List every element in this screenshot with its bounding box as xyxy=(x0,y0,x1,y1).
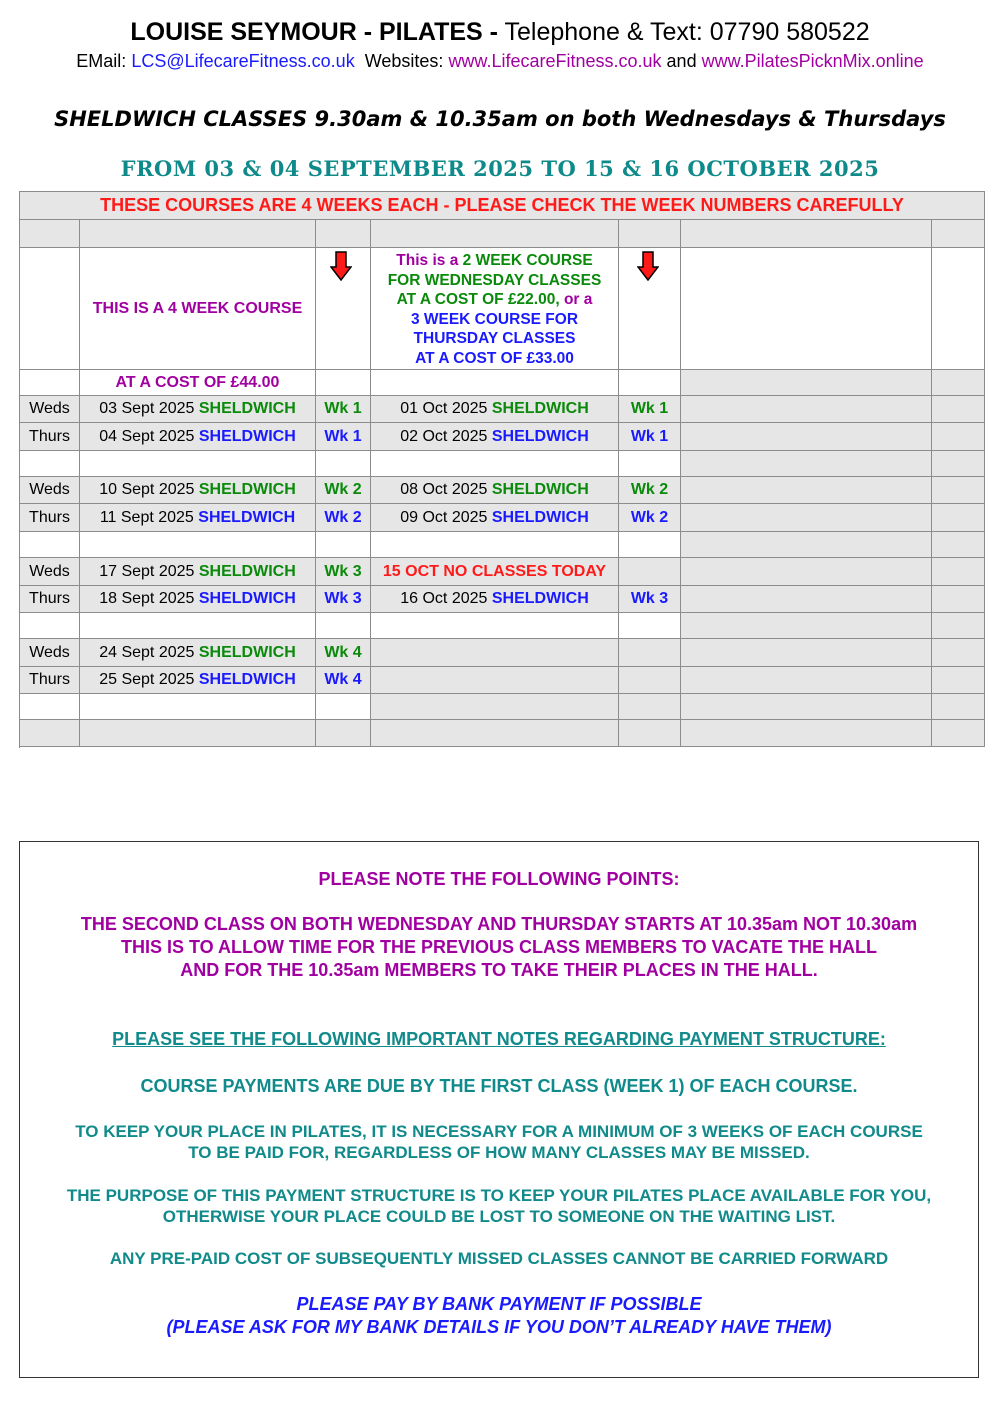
week-number: Wk 4 xyxy=(324,643,362,661)
bank-note: (PLEASE ASK FOR MY BANK DETAILS IF YOU DON’T ALREADY HAVE THEM) xyxy=(166,1317,832,1337)
blank-cell xyxy=(932,396,985,423)
week-cell xyxy=(619,477,681,504)
payment-heading: PLEASE SEE THE FOLLOWING IMPORTANT NOTES REGARDING PAYMENT STRUCTURE: xyxy=(112,1029,886,1049)
week-number: Wk 2 xyxy=(324,508,362,526)
day-label: Weds xyxy=(29,481,70,498)
blank-cell xyxy=(20,370,80,396)
week-cell xyxy=(316,504,371,532)
date-cell xyxy=(371,558,619,586)
day-label: Thurs xyxy=(29,508,70,526)
day-label: Weds xyxy=(29,400,70,417)
date-cell xyxy=(80,586,316,613)
week-cell xyxy=(619,667,681,694)
week-cell xyxy=(316,667,371,694)
date-cell xyxy=(371,477,619,504)
week-number: Wk 3 xyxy=(324,590,362,607)
course2-line: AT A COST OF £33.00 xyxy=(415,349,574,367)
blank-cell xyxy=(681,694,932,720)
date-text: 25 Sept 2025 xyxy=(99,671,195,688)
phone-text: Telephone & Text: 07790 580522 xyxy=(504,18,870,46)
note-line: TO KEEP YOUR PLACE IN PILATES, IT IS NECESSARY FOR A MINIMUM OF 3 WEEKS OF EACH COURSE xyxy=(75,1122,923,1141)
location-text: SHELDWICH xyxy=(198,400,296,417)
week-number: Wk 1 xyxy=(630,400,669,417)
blank-cell xyxy=(619,451,681,477)
blank-cell xyxy=(619,220,681,248)
blank-cell xyxy=(371,370,619,396)
course2-description xyxy=(371,248,619,370)
blank-cell xyxy=(371,613,619,639)
date-cell xyxy=(80,477,316,504)
location-text: SHELDWICH xyxy=(198,643,296,661)
blank-cell xyxy=(932,370,985,396)
note-line: COURSE PAYMENTS ARE DUE BY THE FIRST CLASS (WEEK 1) OF EACH COURSE. xyxy=(140,1076,858,1096)
blank-cell xyxy=(316,694,371,720)
note-line: THE SECOND CLASS ON BOTH WEDNESDAY AND THURSDAY STARTS AT 10.35am NOT 10.30am xyxy=(80,914,918,934)
blank-cell xyxy=(619,370,681,396)
location-text: SHELDWICH xyxy=(198,508,296,526)
day-cell xyxy=(20,477,80,504)
blank-cell xyxy=(316,370,371,396)
website-link-1[interactable]: www.LifecareFitness.co.uk xyxy=(448,51,662,71)
week-cell xyxy=(316,639,371,667)
arrow-cell-2 xyxy=(619,248,681,370)
blank-cell xyxy=(20,720,80,747)
date-text: 24 Sept 2025 xyxy=(99,643,195,661)
note-line: TO BE PAID FOR, REGARDLESS OF HOW MANY CLASSES MAY BE MISSED. xyxy=(188,1143,810,1162)
day-label: Weds xyxy=(29,562,70,580)
notes-box xyxy=(19,841,979,1378)
notes-heading: PLEASE NOTE THE FOLLOWING POINTS: xyxy=(318,869,680,889)
instructor-name: LOUISE SEYMOUR - PILATES - xyxy=(130,18,498,46)
blank-cell xyxy=(20,220,80,248)
day-label: Weds xyxy=(29,643,70,661)
date-cell xyxy=(371,396,619,423)
date-cell xyxy=(80,558,316,586)
location-text: SHELDWICH xyxy=(491,590,589,607)
blank-cell xyxy=(932,613,985,639)
note-line: THIS IS TO ALLOW TIME FOR THE PREVIOUS CLASS MEMBERS TO VACATE THE HALL xyxy=(120,937,878,957)
note-line: AND FOR THE 10.35am MEMBERS TO TAKE THEIR PLACES IN THE HALL. xyxy=(180,960,818,980)
blank-cell xyxy=(681,639,932,667)
week-cell xyxy=(316,586,371,613)
date-cell xyxy=(80,504,316,532)
websites-label: Websites: xyxy=(364,51,444,71)
and-text: and xyxy=(666,51,697,71)
blank-cell xyxy=(681,451,932,477)
date-text: 08 Oct 2025 xyxy=(400,481,488,498)
week-number: Wk 1 xyxy=(324,400,362,417)
day-cell xyxy=(20,586,80,613)
blank-cell xyxy=(20,451,80,477)
blank-cell xyxy=(20,694,80,720)
blank-cell xyxy=(681,248,932,370)
blank-cell xyxy=(619,694,681,720)
email-link[interactable]: LCS@LifecareFitness.co.uk xyxy=(131,51,355,71)
timetable xyxy=(19,191,985,748)
blank-cell xyxy=(932,423,985,451)
blank-cell xyxy=(619,613,681,639)
date-cell xyxy=(80,423,316,451)
note-line: OTHERWISE YOUR PLACE COULD BE LOST TO SOMEONE ON THE WAITING LIST. xyxy=(162,1207,836,1226)
blank-cell xyxy=(316,613,371,639)
page-title xyxy=(0,18,1000,47)
blank-cell xyxy=(80,532,316,558)
arrow-cell-1 xyxy=(316,248,371,370)
blank-cell xyxy=(932,586,985,613)
week-number: Wk 2 xyxy=(630,508,669,526)
week-cell xyxy=(619,586,681,613)
blank-cell xyxy=(681,558,932,586)
day-cell xyxy=(20,504,80,532)
blank-cell xyxy=(681,504,932,532)
day-cell xyxy=(20,396,80,423)
note-line: ANY PRE-PAID COST OF SUBSEQUENTLY MISSED CLASSES CANNOT BE CARRIED FORWARD xyxy=(109,1249,889,1268)
blank-cell xyxy=(316,451,371,477)
blank-cell xyxy=(316,532,371,558)
week-cell xyxy=(316,396,371,423)
blank-cell xyxy=(316,220,371,248)
week-cell xyxy=(619,423,681,451)
date-cell xyxy=(371,423,619,451)
date-text: 01 Oct 2025 xyxy=(400,400,488,417)
day-cell xyxy=(20,423,80,451)
blank-cell xyxy=(932,451,985,477)
date-text: 02 Oct 2025 xyxy=(400,427,488,445)
blank-cell xyxy=(619,720,681,747)
blank-cell xyxy=(681,220,932,248)
bank-note: PLEASE PAY BY BANK PAYMENT IF POSSIBLE xyxy=(296,1294,702,1314)
week-cell xyxy=(316,477,371,504)
date-text: 18 Sept 2025 xyxy=(99,590,195,607)
week-cell xyxy=(619,504,681,532)
blank-cell xyxy=(932,639,985,667)
week-cell xyxy=(316,423,371,451)
blank-cell xyxy=(932,532,985,558)
date-cell xyxy=(80,667,316,694)
blank-cell xyxy=(371,694,619,720)
course1-cost: AT A COST OF £44.00 xyxy=(80,370,316,396)
day-cell xyxy=(20,558,80,586)
blank-cell xyxy=(681,667,932,694)
location-text: SHELDWICH xyxy=(198,671,296,688)
blank-cell xyxy=(932,558,985,586)
course1-title: THIS IS A 4 WEEK COURSE xyxy=(80,248,316,370)
website-link-2[interactable]: www.PilatesPicknMix.online xyxy=(701,51,924,71)
blank-cell xyxy=(932,667,985,694)
location-text: SHELDWICH xyxy=(198,427,296,445)
blank-cell xyxy=(371,220,619,248)
blank-cell xyxy=(681,423,932,451)
location-text: SHELDWICH xyxy=(491,508,589,526)
location-text: SHELDWICH xyxy=(491,400,589,417)
course2-line: THURSDAY CLASSES xyxy=(413,330,576,347)
location-text: SHELDWICH xyxy=(491,481,589,498)
week-cell xyxy=(619,396,681,423)
week-number: Wk 2 xyxy=(324,481,362,498)
blank-cell xyxy=(932,694,985,720)
blank-cell xyxy=(80,694,316,720)
blank-cell xyxy=(681,477,932,504)
course2-line: 2 WEEK COURSE xyxy=(462,252,593,269)
day-label: Thurs xyxy=(29,427,70,445)
course2-line: FOR WEDNESDAY CLASSES xyxy=(387,271,602,289)
email-label: EMail: xyxy=(76,51,127,71)
day-label: Thurs xyxy=(29,590,70,607)
week-cell xyxy=(619,558,681,586)
blank-cell xyxy=(932,220,985,248)
week-number: Wk 3 xyxy=(630,590,669,607)
week-number: Wk 1 xyxy=(324,427,362,445)
date-text: 03 Sept 2025 xyxy=(99,400,195,417)
blank-cell xyxy=(681,586,932,613)
blank-cell xyxy=(80,720,316,747)
blank-cell xyxy=(619,532,681,558)
date-text: 17 Sept 2025 xyxy=(99,562,195,580)
date-text: 11 Sept 2025 xyxy=(99,508,194,526)
blank-cell xyxy=(681,532,932,558)
date-cell xyxy=(371,586,619,613)
blank-cell xyxy=(932,720,985,747)
no-class-note: 15 OCT NO CLASSES TODAY xyxy=(382,562,607,580)
week-cell xyxy=(619,639,681,667)
week-number: Wk 2 xyxy=(630,481,669,498)
contact-line xyxy=(0,51,1000,72)
week-cell xyxy=(316,558,371,586)
blank-cell xyxy=(371,532,619,558)
course2-line: This is a xyxy=(396,252,459,269)
blank-cell xyxy=(932,248,985,370)
blank-cell xyxy=(316,720,371,747)
date-cell xyxy=(80,396,316,423)
date-text: 16 Oct 2025 xyxy=(400,590,488,607)
date-cell xyxy=(371,504,619,532)
blank-cell xyxy=(681,720,932,747)
blank-cell xyxy=(932,504,985,532)
arrow-down-icon xyxy=(637,251,659,281)
day-cell xyxy=(20,667,80,694)
blank-cell xyxy=(371,451,619,477)
date-text: 04 Sept 2025 xyxy=(99,427,195,445)
arrow-down-icon xyxy=(330,251,352,281)
date-text: 10 Sept 2025 xyxy=(99,481,195,498)
blank-cell xyxy=(932,477,985,504)
blank-cell xyxy=(20,532,80,558)
location-text: SHELDWICH xyxy=(198,481,296,498)
date-text: 09 Oct 2025 xyxy=(400,508,488,526)
day-label: Thurs xyxy=(29,671,70,688)
timetable-banner: THESE COURSES ARE 4 WEEKS EACH - PLEASE CHECK THE WEEK NUMBERS CAREFULLY xyxy=(20,192,985,220)
date-cell xyxy=(80,639,316,667)
blank-cell xyxy=(80,451,316,477)
date-range: FROM 03 & 04 SEPTEMBER 2025 TO 15 & 16 OCTOBER 2025 xyxy=(120,156,880,181)
week-number: Wk 1 xyxy=(630,427,669,445)
blank-cell xyxy=(20,613,80,639)
blank-cell xyxy=(681,370,932,396)
date-cell xyxy=(371,639,619,667)
day-cell xyxy=(20,639,80,667)
week-number: Wk 4 xyxy=(324,671,362,688)
note-line: THE PURPOSE OF THIS PAYMENT STRUCTURE IS TO KEEP YOUR PILATES PLACE AVAILABLE FOR YOU, xyxy=(66,1186,932,1205)
course2-line: or a xyxy=(563,291,593,308)
blank-cell xyxy=(80,613,316,639)
blank-cell xyxy=(681,613,932,639)
blank-cell xyxy=(80,220,316,248)
classes-subtitle: SHELDWICH CLASSES 9.30am & 10.35am on both Wednesdays & Thursdays xyxy=(54,107,946,131)
week-number: Wk 3 xyxy=(324,562,362,580)
date-cell xyxy=(371,667,619,694)
location-text: SHELDWICH xyxy=(198,590,296,607)
blank-cell xyxy=(20,248,80,370)
blank-cell xyxy=(681,396,932,423)
location-text: SHELDWICH xyxy=(491,427,589,445)
course2-line: 3 WEEK COURSE FOR xyxy=(410,310,579,328)
course2-line: AT A COST OF £22.00, xyxy=(396,291,560,308)
blank-cell xyxy=(371,720,619,747)
location-text: SHELDWICH xyxy=(198,562,296,580)
